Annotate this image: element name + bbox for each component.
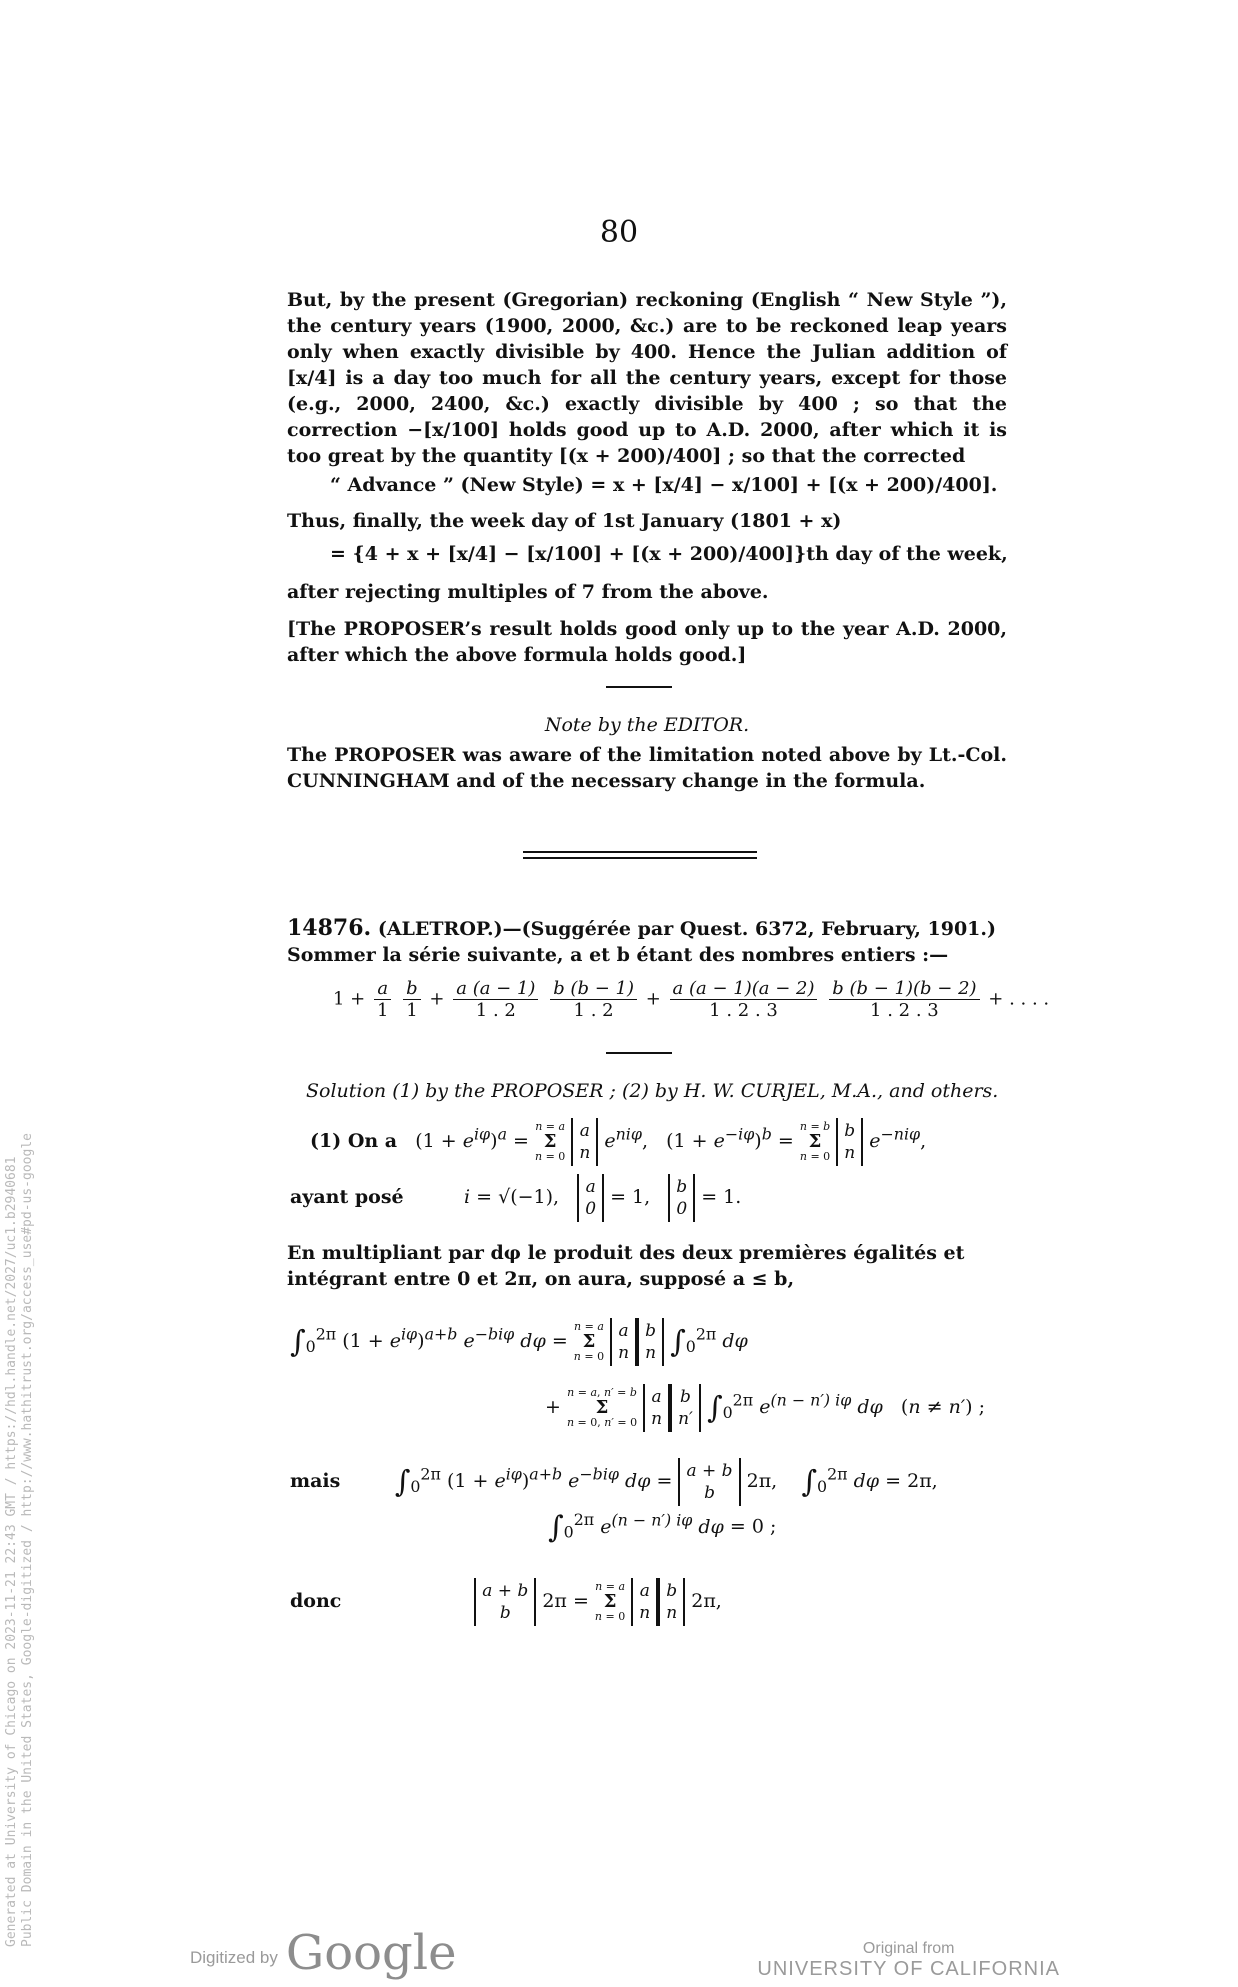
- page-number: 80: [599, 215, 639, 250]
- donc-label: donc: [290, 1590, 342, 1612]
- integral-eq-2: + n = a, n′ = b Σ n = 0, n′ = 0 a nb n′ $\int_0^{2\pi}$ $e^{(n - n') i\varphi}$ dφ (n ≠ n′) ;: [545, 1384, 985, 1432]
- bracket-note: [The PROPOSER’s result holds good only up to the year A.D. 2000, after which the above formula holds good.]: [287, 618, 1007, 666]
- original-from-footer: [757, 1940, 1060, 1981]
- integral-eq-3: mais $\int_0^{2\pi}$ $(1 + e^{i\varphi})^{a+b}$ $e^{-bi\varphi}$ dφ = a + b b 2π, $\int_0^{2\pi}$ dφ = 2π,: [290, 1458, 938, 1506]
- university-label: UNIVERSITY OF CALIFORNIA: [757, 1958, 1060, 1980]
- editor-note: The PROPOSER was aware of the limitation noted above by Lt.-Col. CUNNINGHAM and of the necessary change in the formula.: [287, 744, 1007, 792]
- double-rule: [523, 851, 757, 859]
- week-formula: = {4 + x + [x/4] − [x/100] + [(x + 200)/400]}th day of the week,: [330, 543, 1008, 565]
- intro-paragraph: But, by the present (Gregorian) reckoning (English “ New Style ”), the century years (1900, 2000, &c.) are to be reckoned leap years only when exactly divisible by 400. Hence the Julian addition of [x/4] is a day too much for all the century years, except for those (e.g., 2000, 2400, &c.) exactly divisible by 400 ; so that the correction −[x/100] holds good up to A.D. 2000, after which it is too great by the quantity [(x + 200)/400] ; so that the corrected: [287, 289, 1007, 467]
- ayant-pose-label: ayant posé: [290, 1186, 404, 1208]
- problem-source: (ALETROP.)—(Suggérée par Quest. 6372, February, 1901.): [377, 918, 997, 940]
- mais-label: mais: [290, 1470, 341, 1492]
- final-eq: donc a + b b 2π = n = a Σ n = 0 a nb n 2π,: [290, 1578, 722, 1626]
- after-rejecting-line: after rejecting multiples of 7 from the above.: [287, 581, 769, 603]
- on-a-label: (1) On a: [310, 1130, 398, 1152]
- sidebar-line-2: Public Domain in the United States, Google-digitized / http://www.hathitrust.org/access_use#pd-us-google: [20, 1133, 35, 1947]
- advance-formula: “ Advance ” (New Style) = x + [x/4] − x/100] + [(x + 200)/400].: [330, 474, 998, 496]
- editor-note-heading: Note by the EDITOR.: [544, 714, 750, 736]
- solution-eq-1: (1) On a $(1 + e^{i\varphi})^a = n = a$ Σ n = 0 a n $e^{ni\varphi}$, $(1 + e^{-i\varphi})^b = n = b$ Σ n = 0 b n $e^{-ni\varphi}$,: [310, 1118, 926, 1166]
- series-formula: 1 + $\frac{a}{1}$ $\frac{b}{1}$ + $\frac{a (a - 1)}{1 . 2}$ $\frac{b (b - 1)}{1 . 2}$ + $\frac{a (a - 1)(a - 2)}{1 . 2 . 3}$ $\frac{b (b - 1)(b - 2)}{1 . 2 . 3}$ + . . . .: [333, 978, 1050, 1021]
- multiplying-paragraph: En multipliant par dφ le produit des deux premières égalités et intégrant entre 0 et 2π, on aura, supposé a ≤ b,: [287, 1242, 965, 1290]
- problem-statement: Sommer la série suivante, a et b étant des nombres entiers :—: [287, 944, 949, 966]
- thus-line: Thus, finally, the week day of 1st January (1801 + x): [287, 510, 842, 532]
- problem-number: 14876.: [287, 915, 372, 941]
- short-rule-2: [606, 1052, 672, 1054]
- series-tail: + . . . .: [988, 988, 1050, 1010]
- integral-eq-4: $\int_0^{2\pi}$ $e^{(n - n') i\varphi}$ dφ = 0 ;: [548, 1510, 777, 1545]
- google-logo: Google: [285, 1925, 457, 1981]
- problem-header: [287, 915, 1007, 942]
- sidebar-line-1: Generated at University of Chicago on 2023-11-21 22:43 GMT / https://hdl.handle.net/2027/uc1.b2940681: [4, 1156, 19, 1947]
- solution-eq-2: ayant posé i = √(−1), a 0 = 1, b 0 = 1.: [290, 1174, 741, 1222]
- sidebar-text: [4, 1133, 36, 1947]
- sidebar-watermark: [4, 947, 34, 1947]
- short-rule: [606, 686, 672, 688]
- integral-eq-1: $\int_0^{2\pi}$ $(1 + e^{i\varphi})^{a+b}$ $e^{-bi\varphi}$ dφ = n = a Σ n = 0 a nb n $\int_0^{2\pi}$ dφ: [290, 1318, 748, 1366]
- solution-heading: Solution (1) by the PROPOSER ; (2) by H. W. CURJEL, M.A., and others.: [306, 1080, 999, 1102]
- google-digitized-footer: [190, 1925, 457, 1981]
- original-from-label: Original from: [862, 1940, 955, 1957]
- digitized-by-label: Digitized by: [190, 1948, 278, 1967]
